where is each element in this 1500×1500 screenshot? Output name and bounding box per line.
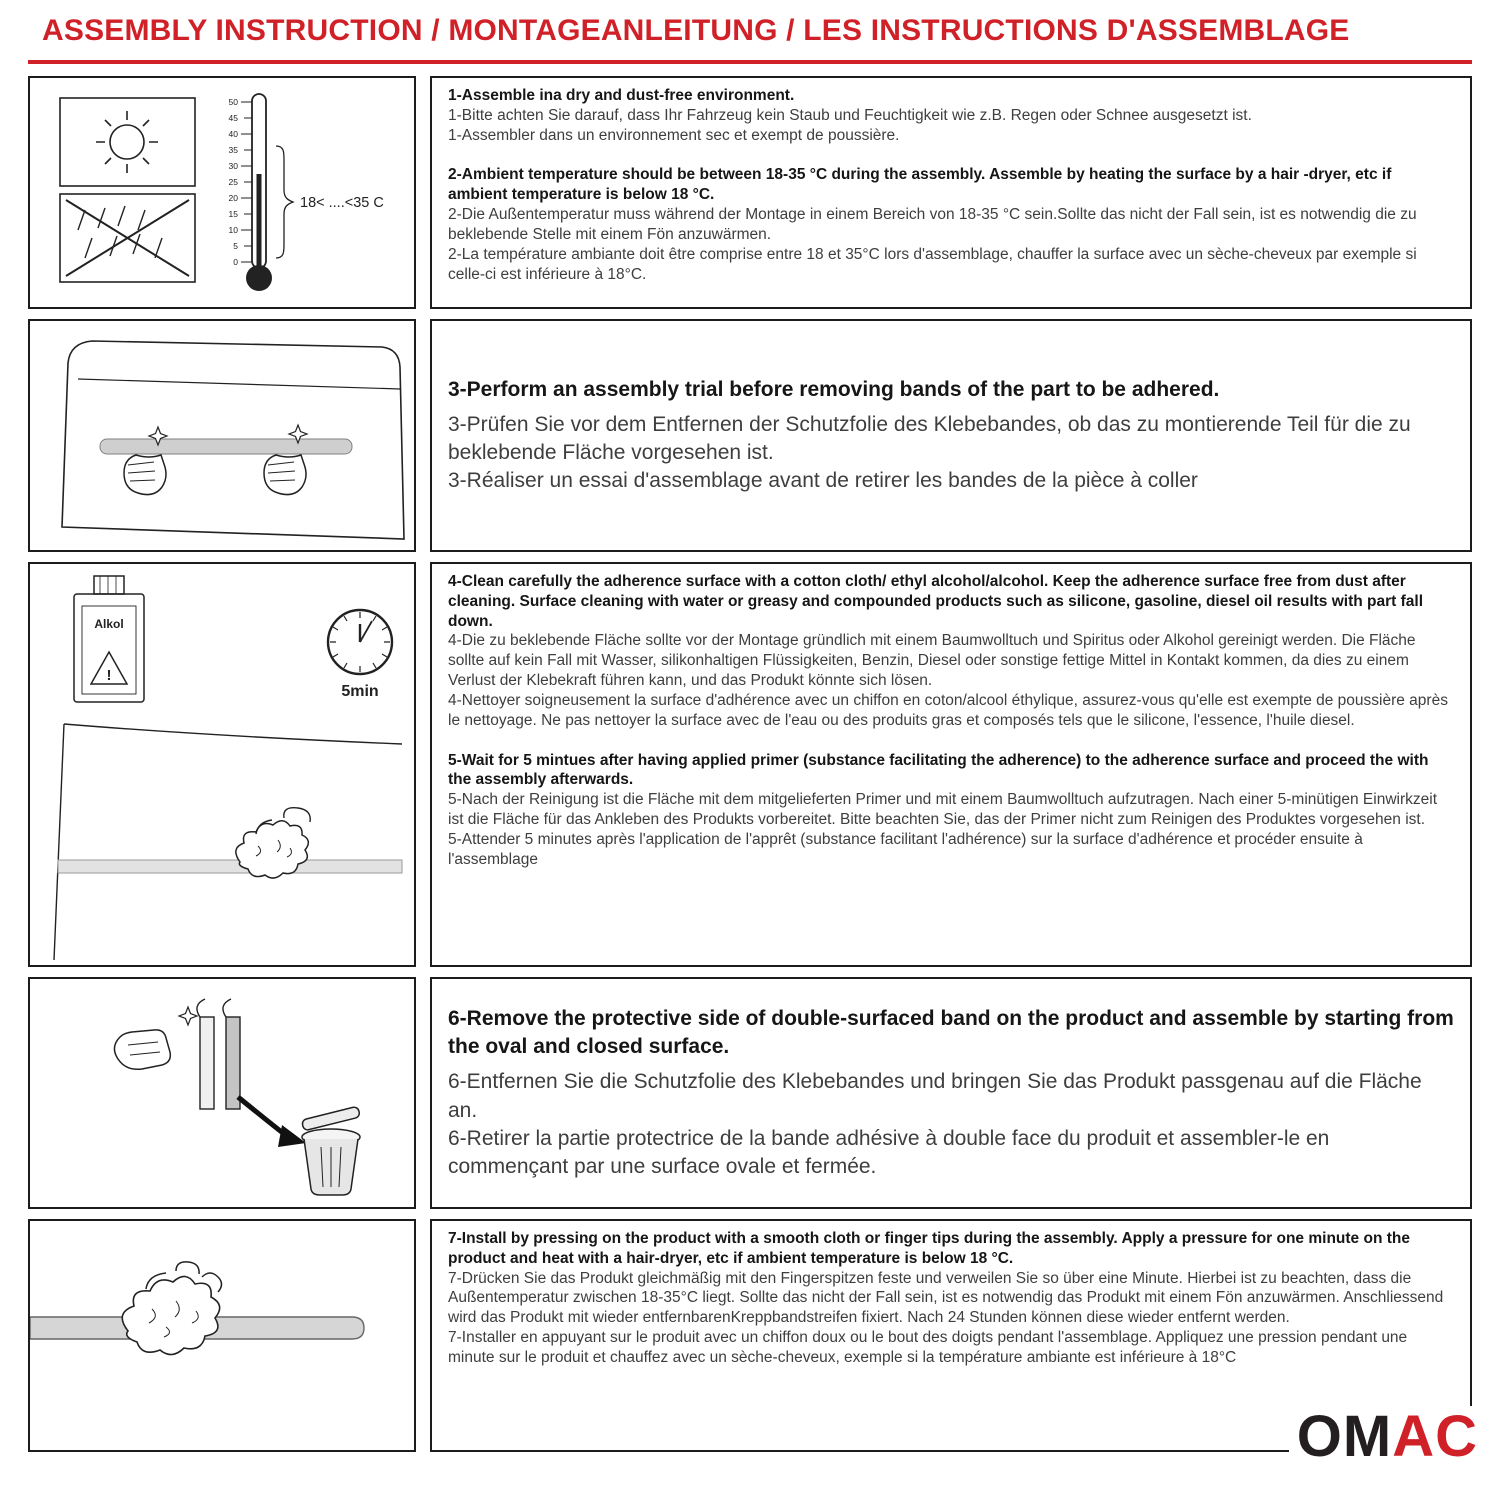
press-product-drawing	[30, 1221, 414, 1450]
adhesive-band-strips	[197, 999, 240, 1109]
right-hand-icon	[264, 455, 306, 495]
step1-text-fr: 1-Assembler dans un environnement sec et exempt de poussière.	[448, 126, 900, 144]
door-surface-lines	[54, 724, 402, 960]
thermo-tick-label: 25	[228, 177, 238, 187]
step6-text-fr: 6-Retirer la partie protectrice de la bande adhésive à double face du produit et assembler-le en commençant par une surface ovale et fermée.	[448, 1126, 1330, 1178]
step1-text-de: 1-Bitte achten Sie darauf, dass Ihr Fahrzeug kein Staub und Feuchtigkeit wie z.B. Regen oder Schnee ausgesetzt ist.	[448, 106, 1252, 124]
step-row-6	[28, 977, 1472, 1209]
step2-text-de: 2-Die Außentemperatur muss während der Montage in einem Bereich von 18-35 °C sein.Sollte das nicht der Fall sein, ist es notwendig die zu beklebende Stelle mit einem Fön anzuwärmen.	[448, 206, 1417, 243]
thermo-tick-label: 0	[233, 257, 238, 267]
title-underline	[28, 60, 1472, 64]
arrow-icon	[238, 1097, 288, 1137]
left-hand-icon	[124, 455, 166, 495]
illustration-environment-temperature	[28, 76, 416, 309]
clean-surface-drawing	[30, 564, 414, 965]
thermometer-icon	[229, 94, 384, 291]
logo-text-red: AC	[1392, 1404, 1478, 1469]
page-title: ASSEMBLY INSTRUCTION / MONTAGEANLEITUNG / LES INSTRUCTIONS D'ASSEMBLAGE	[42, 14, 1350, 47]
step6-text-de: 6-Entfernen Sie die Schutzfolie des Klebebandes und bringen Sie das Produkt passgenau auf die Fläche an.	[448, 1070, 1422, 1122]
text-step-4-5	[430, 562, 1472, 967]
step-row-4-5	[28, 562, 1472, 967]
thermo-tick-label: 20	[228, 193, 238, 203]
step-row-3	[28, 319, 1472, 552]
trim-strip	[58, 860, 402, 873]
thermo-tick-label: 30	[228, 161, 238, 171]
alcohol-label: Alkol	[94, 617, 124, 631]
illustration-clean-surface	[28, 562, 416, 967]
thermo-tick-label: 40	[228, 129, 238, 139]
environment-temperature-drawing	[30, 78, 414, 307]
range-brace	[276, 146, 293, 258]
thermo-tick-label: 15	[228, 209, 238, 219]
peeling-hand-icon	[114, 1030, 170, 1069]
warning-exclamation: !	[106, 667, 112, 684]
thermo-tick-label: 5	[233, 241, 238, 251]
text-step-3	[430, 319, 1472, 552]
step5-text-en: 5-Wait for 5 mintues after having applied primer (substance facilitating the adherence) to the adherence surface and proceed the with the assembly afterwards.	[448, 751, 1429, 789]
thermo-tick-label: 35	[228, 145, 238, 155]
five-minutes-label: 5min	[341, 683, 379, 700]
step7-text-en: 7-Install by pressing on the product with a smooth cloth or finger tips during the assembly. Apply a pressure for one minute on the product and heat with a hair-dryer, etc if ambient temperature is below 18 °C.	[448, 1230, 1410, 1267]
step2-text-fr: 2-La température ambiante doit être comprise entre 18 et 35°C lors d'assemblage, chauffer la surface avec un sèche-cheveux par exemple si celle-ci est inférieure à 18°C.	[448, 245, 1417, 283]
trim-strip	[100, 439, 352, 454]
illustration-peel-band	[28, 977, 416, 1209]
illustration-assembly-trial	[28, 319, 416, 552]
step3-text-en: 3-Perform an assembly trial before removing bands of the part to be adhered.	[448, 377, 1220, 401]
thermo-tick-label: 50	[228, 97, 238, 107]
step7-text-fr: 7-Installer en appuyant sur le produit avec un chiffon doux ou le bout des doigts pendant l'assemblage. Appliquez une pression pendant une minute sur le produit et chauffez avec un sèche-cheveux, exemple si la température ambiante est inférieure à 18°C	[448, 1329, 1408, 1366]
alcohol-bottle-icon	[74, 576, 144, 702]
step4-text-de: 4-Die zu beklebende Fläche sollte vor der Montage gründlich mit einem Baumwolltuch und Spiritus oder Alkohol gereinigt werden. Die Fläche sollte auf kein Fall mit Wasser, silikonhaltigen Flüssigkeiten, Benzin, Diesel oder sonstige fettige Mittel in Kontakt kommen, da dies zu einem Verlust der Klebekraft führen kann, und das Produkt könnte sich lösen.	[448, 632, 1416, 690]
step5-text-de: 5-Nach der Reinigung ist die Fläche mit dem mitgelieferten Primer und mit einem Baumwolltuch aufzutragen. Nach einer 5-minütigen Einwirkzeit ist die Fläche für das Ankleben des Produkts vorbereitet. Bitte beachten Sie, das der Primer nicht zum Reinigen des Produktes vorgesehen ist.	[448, 791, 1438, 829]
clock-icon	[328, 610, 392, 700]
step6-text-en: 6-Remove the protective side of double-surfaced band on the product and assemble by starting from the oval and closed surface.	[448, 1007, 1454, 1059]
pressing-hand-cloth-icon	[122, 1262, 221, 1355]
text-step-1-2	[430, 76, 1472, 309]
logo-text-dark: OM	[1296, 1404, 1393, 1469]
illustration-press-product	[28, 1219, 416, 1452]
omac-logo	[1289, 1406, 1478, 1468]
sun-icon	[60, 98, 195, 186]
step3-text-de: 3-Prüfen Sie vor dem Entfernen der Schutzfolie des Klebebandes, ob das zu montierende Teil für die zu beklebende Fläche vorgesehen ist.	[448, 412, 1411, 464]
temperature-range-label: 18< ....<35 C	[300, 195, 384, 211]
text-step-6	[430, 977, 1472, 1209]
sparkle-icon	[179, 1007, 197, 1025]
step4-text-fr: 4-Nettoyer soigneusement la surface d'adhérence avec un chiffon en coton/alcool éthylique, assurez-vous qu'elle est exempte de poussière après le nettoyage. Ne pas nettoyer la surface avec de l'eau ou des produits gras et composés tels que le silicone, l'essence, l'huile diesel.	[448, 691, 1448, 729]
step4-text-en: 4-Clean carefully the adherence surface with a cotton cloth/ ethyl alcohol/alcohol. Keep the adherence surface free from dust after cleaning. Surface cleaning with water or greasy and compounded products such as silicone, gasoline, diesel oil results with part fall down.	[448, 573, 1424, 630]
peel-band-drawing	[30, 979, 414, 1207]
no-rain-icon	[60, 194, 195, 282]
trash-can-icon	[301, 1106, 360, 1195]
step-row-7	[28, 1219, 1472, 1452]
thermo-tick-label: 10	[228, 225, 238, 235]
step1-text-en: 1-Assemble ina dry and dust-free environment.	[448, 87, 795, 104]
step3-text-fr: 3-Réaliser un essai d'assemblage avant de retirer les bandes de la pièce à coller	[448, 469, 1198, 493]
thermo-tick-label: 45	[228, 113, 238, 123]
step7-text-de: 7-Drücken Sie das Produkt gleichmäßig mit den Fingerspitzen feste und verweilen Sie so über eine Minute. Hierbei ist zu beachten, dass die Außentemperatur zwischen 18-35°C liegt. Sollte das nicht der Fall sein, ist es notwendig das Produkt mit einem Fön anzuwärmen. Anschliessend wird das Produkt mit wieder entfernbarenKreppbandstreifen fixiert. Nach 24 Stunden können diese wieder entfernt werden.	[448, 1269, 1444, 1327]
step-row-1-2	[28, 76, 1472, 309]
assembly-trial-drawing	[30, 321, 414, 550]
step5-text-fr: 5-Attender 5 minutes après l'application de l'apprêt (substance facilitant l'adhérence) sur la surface d'adhérence et procéder ensuite à l'assemblage	[448, 830, 1363, 868]
step2-text-en: 2-Ambient temperature should be between 18-35 °C during the assembly. Assemble by heating the surface by a hair -dryer, etc if ambient temperature is below 18 °C.	[448, 166, 1392, 204]
